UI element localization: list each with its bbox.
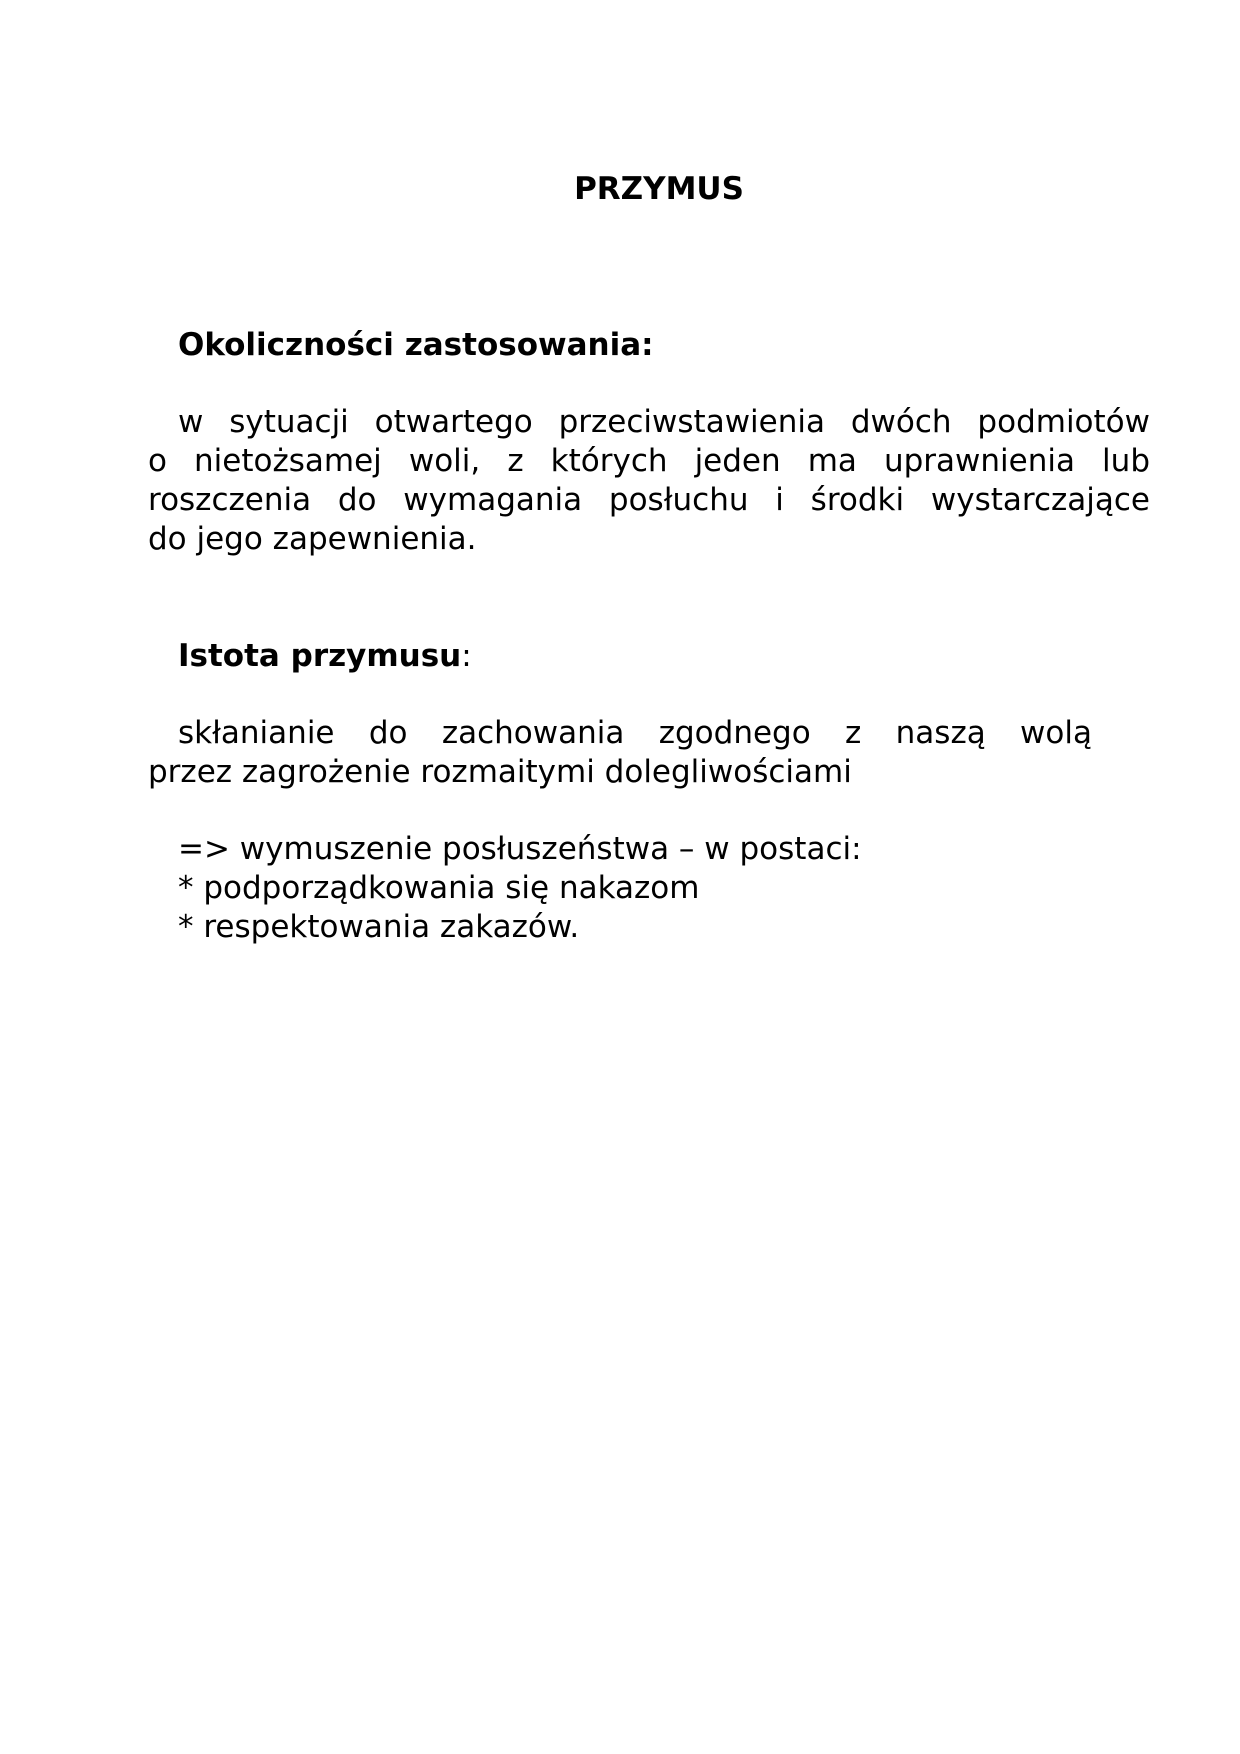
section-paragraph-istota bbox=[148, 714, 1092, 792]
paragraph-line: skłanianie do zachowania zgodnego z naszą wolą bbox=[178, 715, 1092, 751]
paragraph-line: do jego zapewnienia. bbox=[148, 521, 477, 557]
section-heading-colon: : bbox=[461, 638, 472, 674]
section-paragraph-okolicznosci bbox=[148, 403, 1150, 559]
paragraph-line: przez zagrożenie rozmaitymi dolegliwościami bbox=[148, 754, 852, 790]
consequence-list bbox=[148, 830, 1150, 947]
paragraph-line: w sytuacji otwartego przeciwstawienia dwóch podmiotów bbox=[178, 404, 1150, 440]
document-title: PRZYMUS bbox=[574, 171, 744, 207]
list-line: => wymuszenie posłuszeństwa – w postaci: bbox=[178, 831, 862, 867]
paragraph-line: roszczenia do wymagania posłuchu i środki wystarczające bbox=[148, 482, 1150, 518]
list-line: * podporządkowania się nakazom bbox=[178, 870, 700, 906]
section-heading-text: Istota przymusu bbox=[178, 638, 462, 674]
paragraph-line: o nietożsamej woli, z których jeden ma uprawnienia lub bbox=[148, 443, 1150, 479]
section-heading-istota bbox=[178, 637, 472, 676]
section-heading-okolicznosci: Okoliczności zastosowania: bbox=[178, 327, 654, 363]
list-line: * respektowania zakazów. bbox=[178, 909, 580, 945]
